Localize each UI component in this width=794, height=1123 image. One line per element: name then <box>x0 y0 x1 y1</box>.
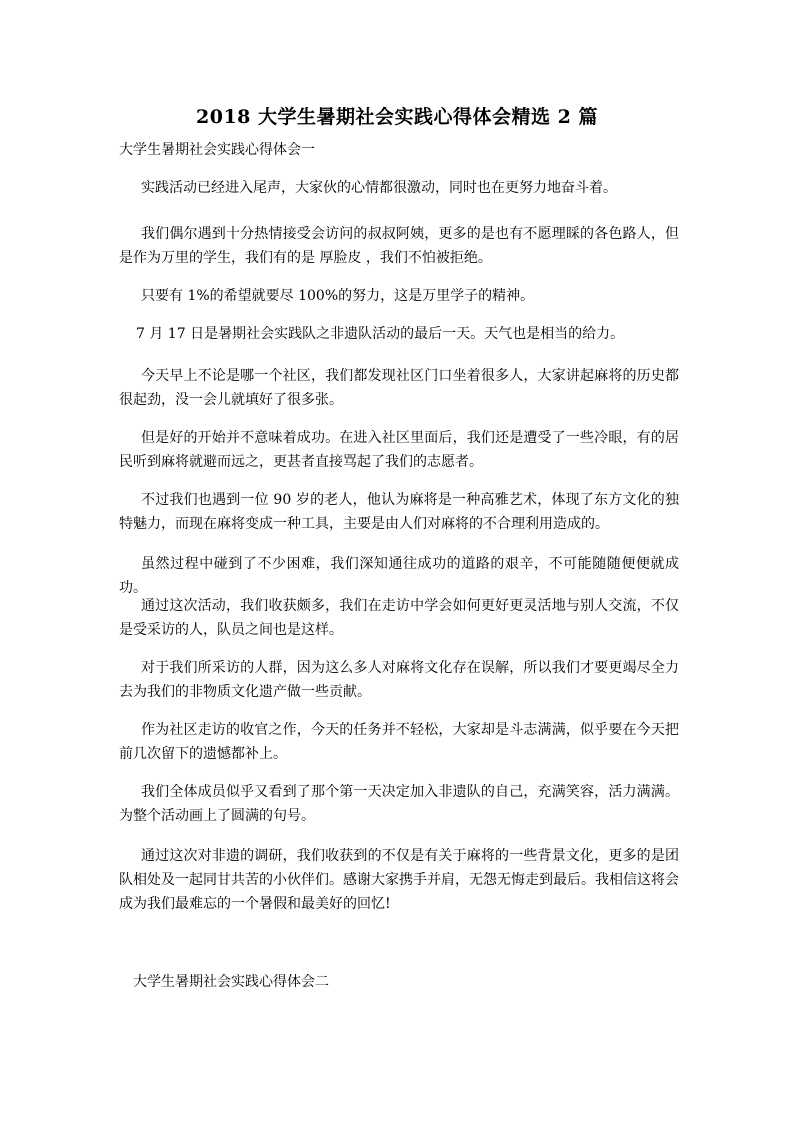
section-heading-1: 大学生暑期社会实践心得体会一 <box>119 142 315 158</box>
paragraph-4: 7 月 17 日是暑期社会实践队之非遗队活动的最后一天。天气也是相当的给力。 <box>136 326 625 342</box>
paragraph-9: 通过这次活动，我们收获颇多，我们在走访中学会如何更好更灵活地与别人交流，不仅是受采访的人，队员之间也是这样。 <box>119 598 679 638</box>
paragraph-6: 但是好的开始并不意味着成功。在进入社区里面后，我们还是遭受了一些冷眼，有的居民听到麻将就避而远之，更甚者直接骂起了我们的志愿者。 <box>119 430 679 470</box>
section-heading-2: 大学生暑期社会实践心得体会二 <box>133 974 329 990</box>
paragraph-1: 实践活动已经进入尾声，大家伙的心情都很激动，同时也在更努力地奋斗着。 <box>141 180 617 196</box>
paragraph-8: 虽然过程中碰到了不少困难，我们深知通往成功的道路的艰辛，不可能随随便便就成功。 <box>119 556 679 596</box>
paragraph-13: 通过这次对非遗的调研，我们收获到的不仅是有关于麻将的一些背景文化，更多的是团队相处及一起同甘共苦的小伙伴们。感谢大家携手并肩，无怨无悔走到最后。我相信这将会成为我们最难忘的一个暑假和最美好的回忆! <box>119 848 679 912</box>
document-title: 2018 大学生暑期社会实践心得体会精选 2 篇 <box>196 106 598 128</box>
paragraph-5: 今天早上不论是哪一个社区，我们都发现社区门口坐着很多人，大家讲起麻将的历史都很起劲，没一会儿就填好了很多张。 <box>119 368 679 408</box>
paragraph-2: 我们偶尔遇到十分热情接受会访问的叔叔阿姨，更多的是也有不愿理睬的各色路人，但是作为万里的学生，我们有的是 厚脸皮 ，我们不怕被拒绝。 <box>119 226 679 266</box>
paragraph-7: 不过我们也遇到一位 90 岁的老人，他认为麻将是一种高雅艺术，体现了东方文化的独特魅力，而现在麻将变成一种工具，主要是由人们对麻将的不合理利用造成的。 <box>119 492 679 532</box>
paragraph-3: 只要有 1%的希望就要尽 100%的努力，这是万里学子的精神。 <box>141 288 535 304</box>
paragraph-11: 作为社区走访的收官之作，今天的任务并不轻松，大家却是斗志满满，似乎要在今天把前几次留下的遗憾都补上。 <box>119 722 679 762</box>
paragraph-12: 我们全体成员似乎又看到了那个第一天决定加入非遗队的自己，充满笑容，活力满满。为整个活动画上了圆满的句号。 <box>119 784 679 824</box>
paragraph-10: 对于我们所采访的人群，因为这么多人对麻将文化存在误解，所以我们才要更竭尽全力去为我们的非物质文化遗产做一些贡献。 <box>119 660 679 700</box>
